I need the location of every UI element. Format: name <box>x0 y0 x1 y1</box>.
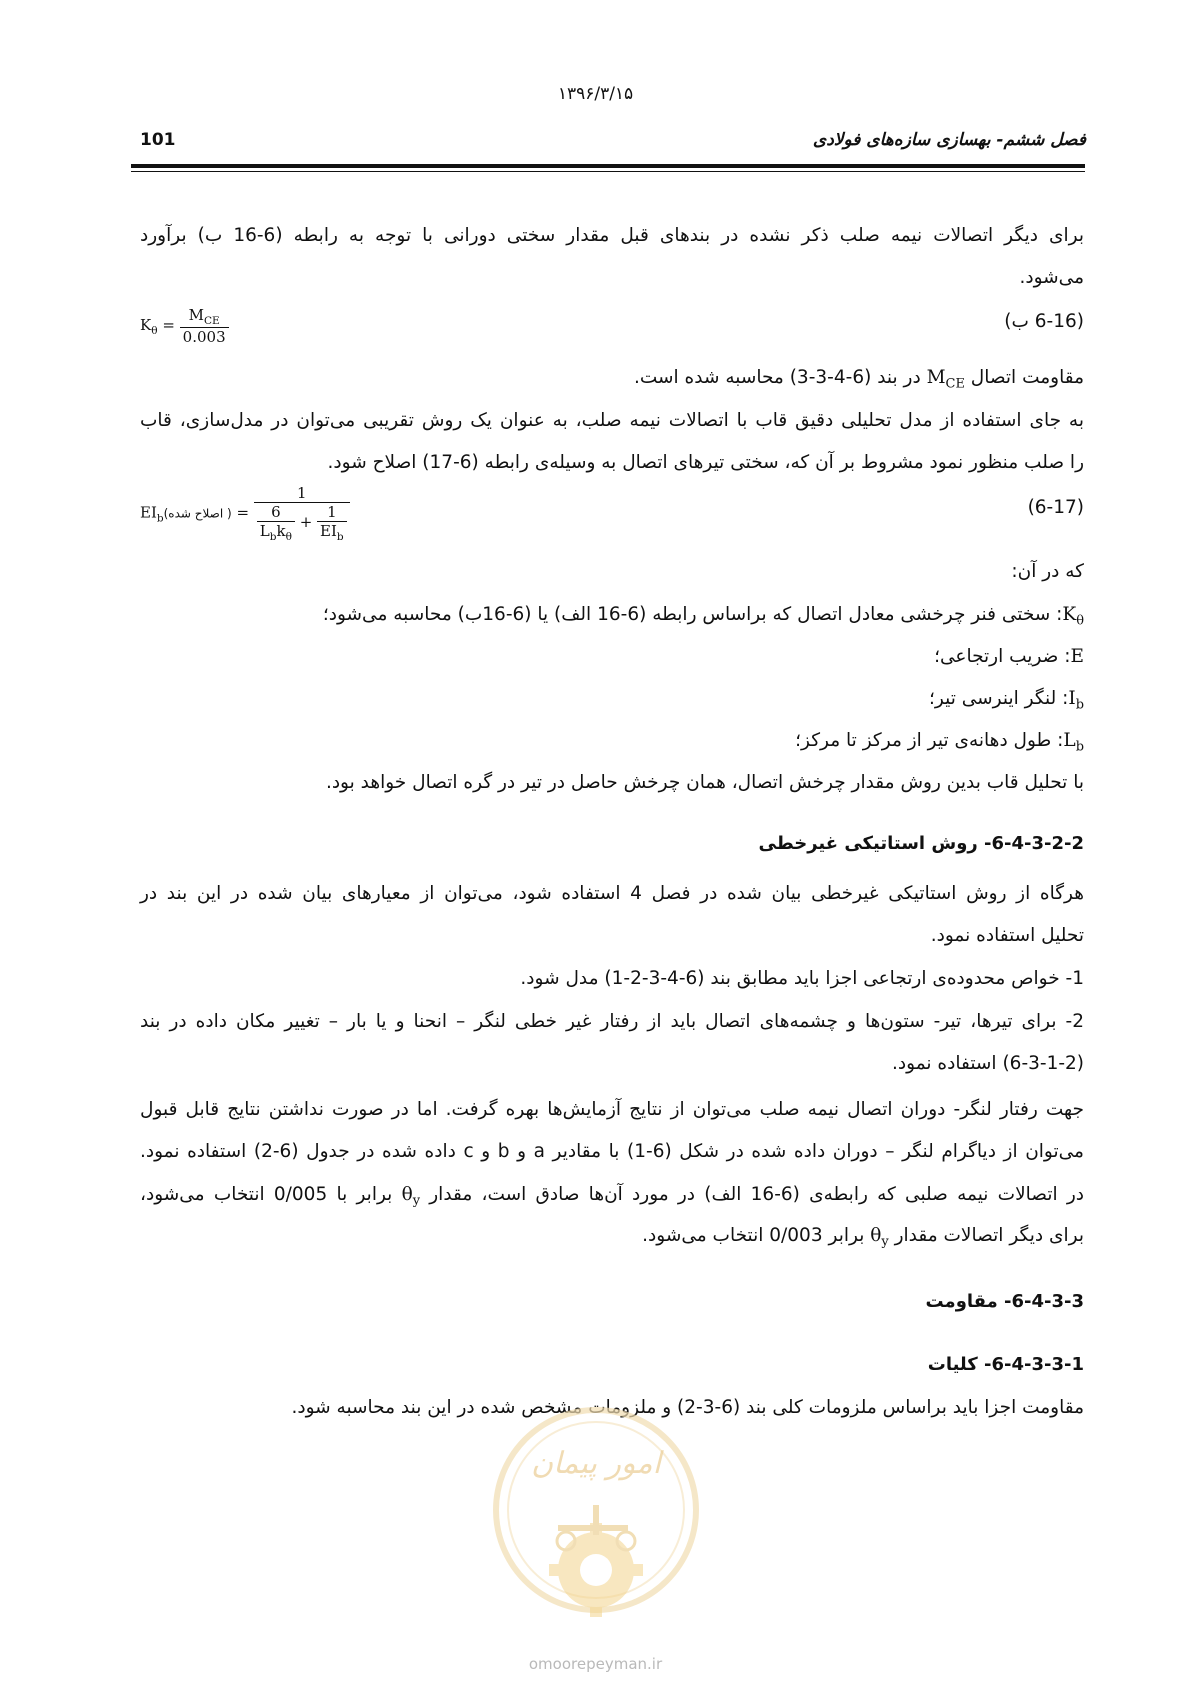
symbol-theta-y: $\theta_y$ <box>401 1184 421 1209</box>
definition-item: $L_b$: طول دهانه‌ی تیر از مرکز تا مرکز؛ <box>795 730 1084 755</box>
symbol-theta-y: $\theta_y$ <box>870 1225 889 1250</box>
fraction: 1 $\frac{6}{L_bk_\theta}$ + $\frac{1}{EI_b}$ <box>254 484 350 543</box>
equation-label: (6-16 ب) <box>1004 311 1084 332</box>
watermark-site: omoorepeyman.ir <box>528 1655 663 1673</box>
list-item: (6-3-1-2) استفاده نمود. <box>892 1053 1084 1074</box>
paragraph-line: مقاومت اتصال $M_{CE}$ در بند (6-4-3-3) محاسبه شده است. <box>634 364 1084 399</box>
paragraph-line: در اتصالات نیمه صلبی که رابطه‌ی (6-16 الف) در مورد آن‌ها صادق است، مقدار $\theta_y$ برابر با 0/005 انتخاب می‌شود، <box>140 1181 1084 1216</box>
symbol-m-ce: $M_{CE}$ <box>926 367 965 392</box>
print-date: ۱۳۹۶/۳/۱۵ <box>557 84 634 104</box>
page-header <box>140 130 1086 158</box>
paragraph-line: برای دیگر اتصالات مقدار $\theta_y$ برابر 0/003 انتخاب می‌شود. <box>642 1222 1084 1257</box>
list-item: 1- خواص محدوده‌ی ارتجاعی اجزا باید مطابق بند (6-4-3-2-1) مدل شود. <box>520 968 1084 989</box>
paragraph-line: برای دیگر اتصالات نیمه صلب ذکر نشده در بندهای قبل مقدار سختی دورانی با توجه به رابطه (6-16 ب) برآورد <box>140 225 1085 246</box>
seal-gear-icon <box>476 1395 716 1655</box>
section-heading: 6-4-3-3- مقاومت <box>925 1291 1084 1312</box>
equation-6-17: $EI_b$( اصلاح شده) = 1 $\frac{6}{L_bk_\theta}$ + $\frac{1}{EI_b}$ <box>140 484 350 543</box>
paragraph-line: هرگاه از روش استاتیکی غیرخطی بیان شده در فصل 4 استفاده شود، می‌توان از معیارهای بیان شده در این بند در <box>140 883 1084 904</box>
where-label: که در آن: <box>1011 561 1084 582</box>
definition-item: $I_b$: لنگر اینرسی تیر؛ <box>929 688 1084 713</box>
equation-label: (6-17) <box>1027 497 1084 518</box>
chapter-title: فصل ششم- بهسازی سازه‌های فولادی <box>812 130 1086 150</box>
definition-item: $K_\theta$: سختی فنر چرخشی معادل اتصال که براساس رابطه (6-16 الف) یا (6-16ب) محاسبه می‌شود؛ <box>322 604 1084 629</box>
header-rule <box>131 164 1085 168</box>
section-heading: 6-4-3-2-2- روش استاتیکی غیرخطی <box>758 833 1084 854</box>
paragraph-line: به جای استفاده از مدل تحلیلی دقیق قاب با اتصالات نیمه صلب، به عنوان یک روش تقریبی می‌توان در مدل‌سازی، قاب <box>140 410 1084 431</box>
fraction: $\frac{M_{CE}}{0.003}$ <box>180 306 229 346</box>
header-rule-thin <box>131 171 1085 172</box>
paragraph-line: می‌توان از دیاگرام لنگر – دوران داده شده در شکل (6-1) با مقادیر a و b و c داده شده در جدول (6-2) استفاده نمود. <box>140 1141 1084 1162</box>
section-heading: 6-4-3-3-1- کلیات <box>927 1354 1084 1375</box>
list-item: 2- برای تیرها، تیر- ستون‌ها و چشمه‌های اتصال باید از رفتار غیر خطی لنگر – انحنا و یا بار – تغییر مکان داده در بند <box>140 1011 1084 1032</box>
paragraph-line: جهت رفتار لنگر- دوران اتصال نیمه صلب می‌توان از نتایج آزمایش‌ها بهره گرفت. اما در صورت نداشتن نتایج قابل قبول <box>140 1099 1084 1120</box>
paragraph-line: را صلب منظور نمود مشروط بر آن که، سختی تیرهای اتصال به وسیله‌ی رابطه (6-17) اصلاح شود. <box>327 452 1084 473</box>
paragraph-line: مقاومت اجزا باید براساس ملزومات کلی بند (6-3-2) و ملزومات مشخص شده در این بند محاسبه شود. <box>291 1397 1084 1418</box>
paragraph-line: با تحلیل قاب بدین روش مقدار چرخش اتصال، همان چرخش حاصل در تیر در گره اتصال خواهد بود. <box>325 772 1084 793</box>
page-number: 101 <box>140 130 176 150</box>
equation-6-16b: $K_\theta$ = $\frac{M_{CE}}{0.003}$ <box>140 306 229 346</box>
paragraph-line: تحلیل استفاده نمود. <box>930 925 1084 946</box>
paragraph-line: می‌شود. <box>1019 267 1084 288</box>
definition-item: E: ضریب ارتجاعی؛ <box>934 646 1084 667</box>
svg-text:امور پیمان: امور پیمان <box>531 1446 661 1481</box>
